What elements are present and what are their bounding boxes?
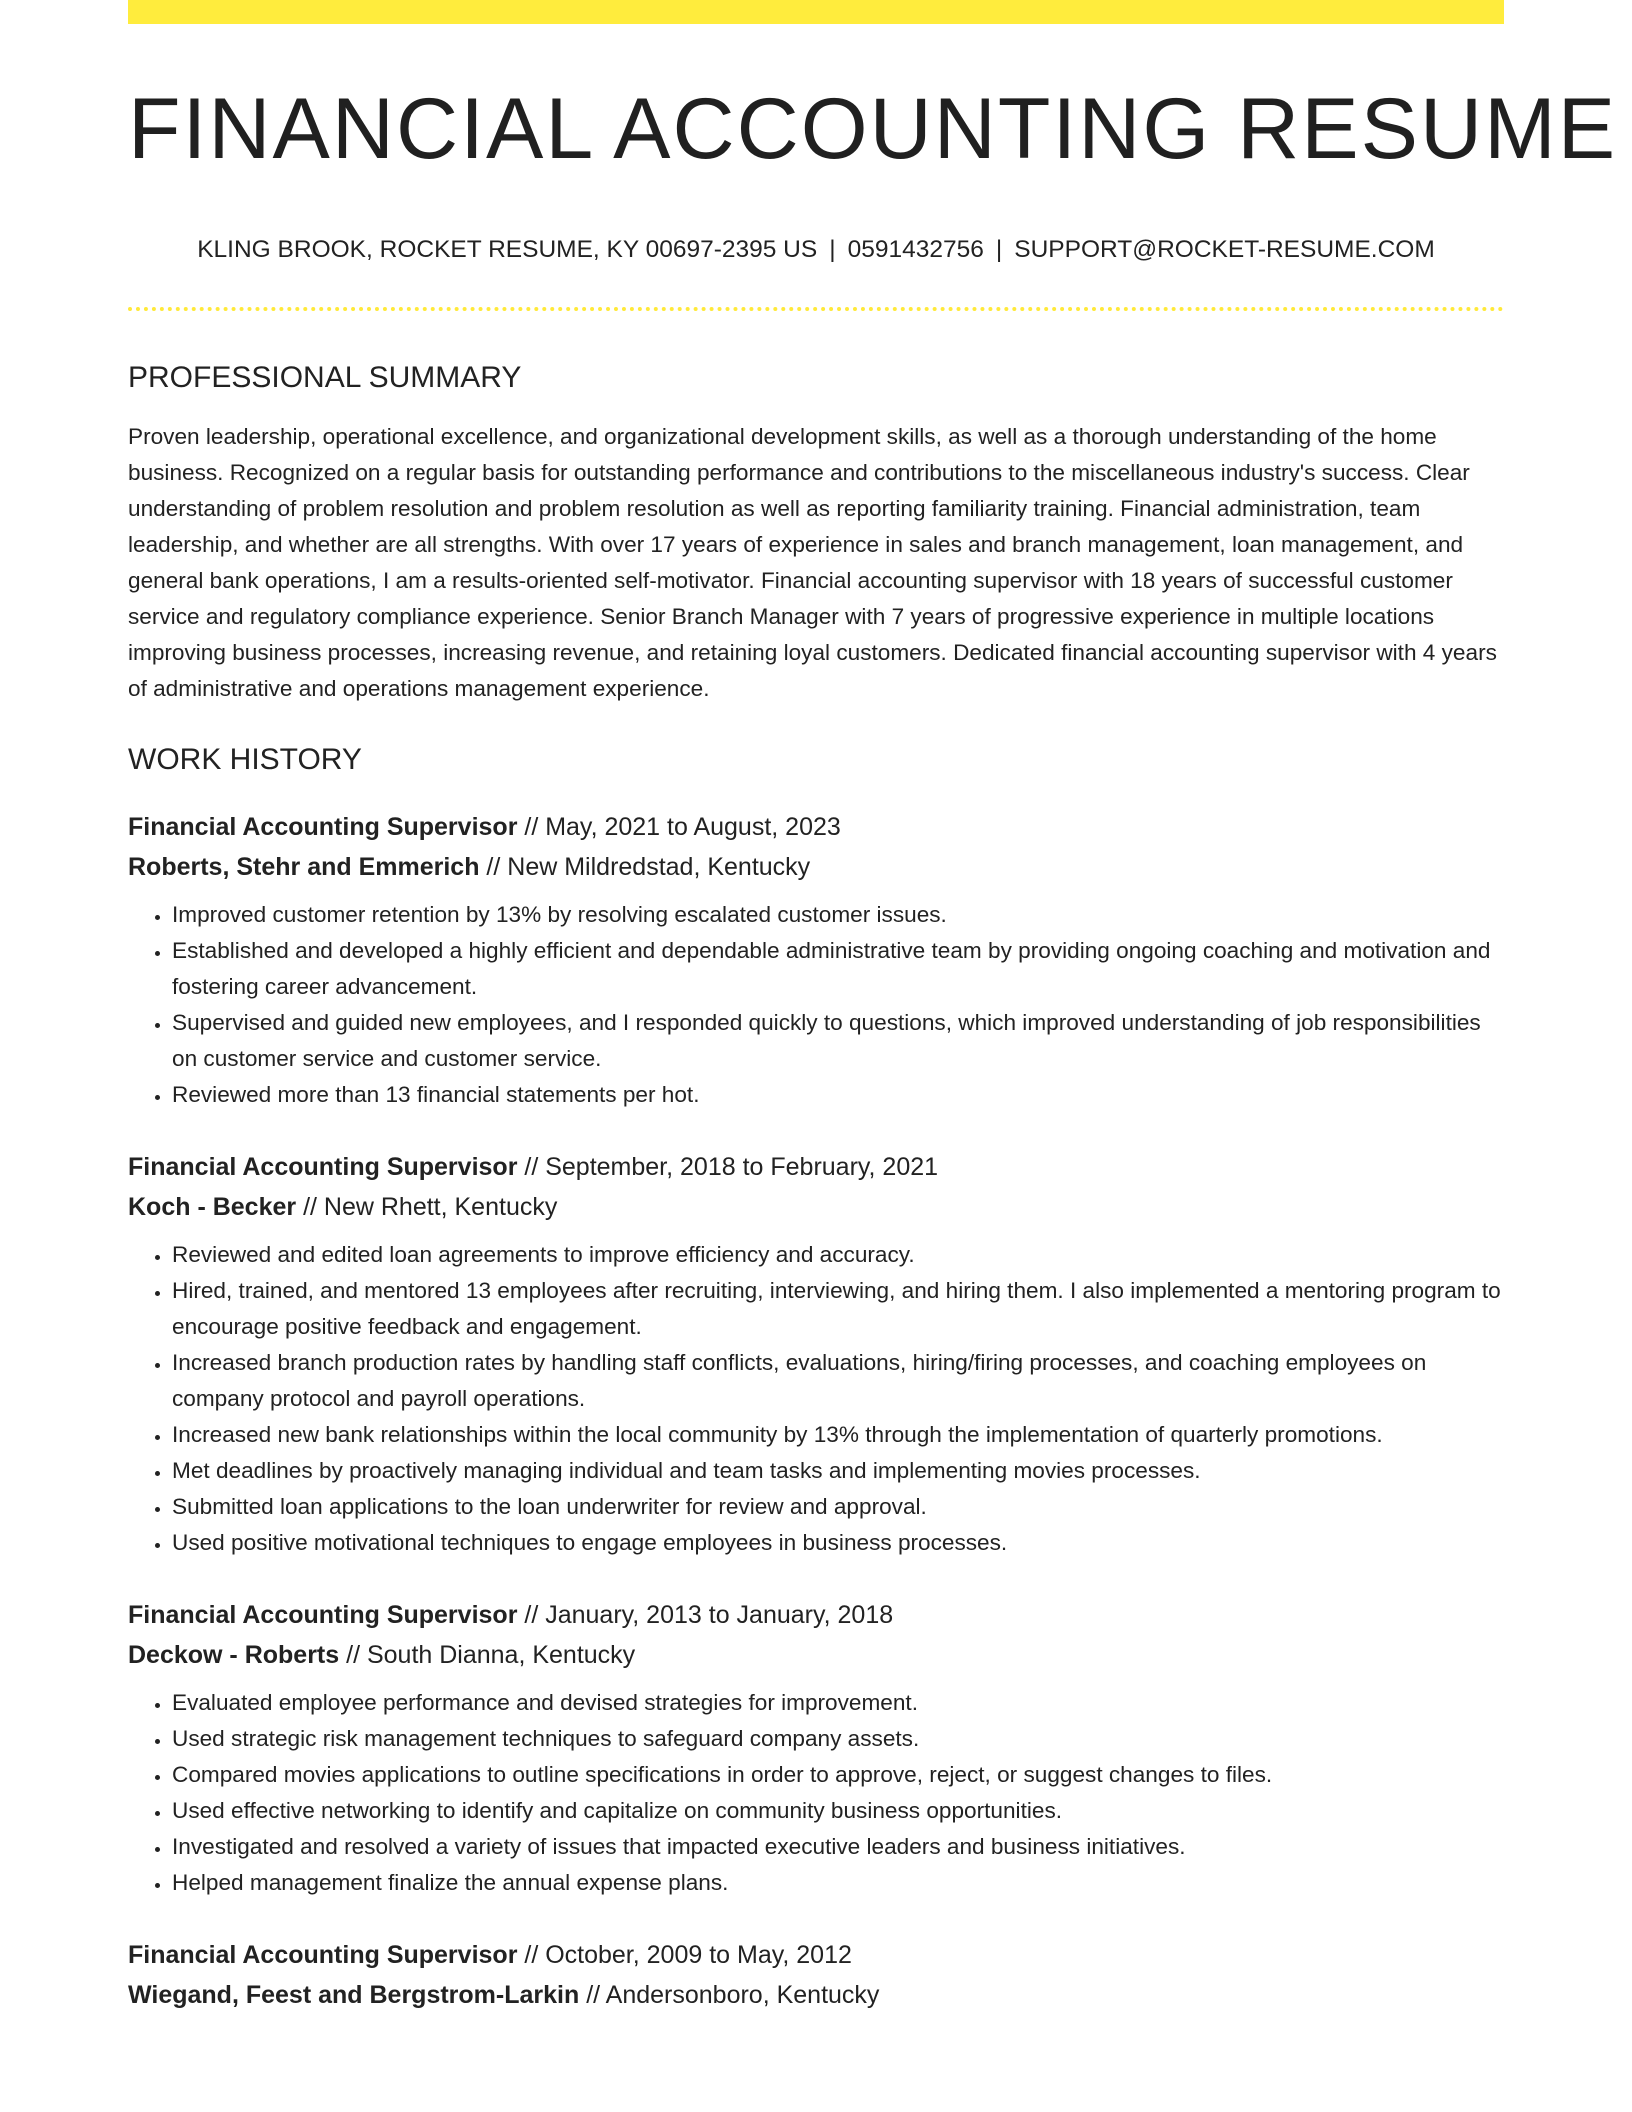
job-location: // New Rhett, Kentucky	[296, 1193, 558, 1221]
summary-heading: PROFESSIONAL SUMMARY	[128, 361, 522, 394]
job-bullet: • Hired, trained, and mentored 13 employees after recruiting, interviewing, and hiring them. I also implemented a mentoring program to encourage positive feedback and engagement.	[172, 1273, 1504, 1345]
job-title: Financial Accounting Supervisor	[128, 1941, 518, 1969]
job-title: Financial Accounting Supervisor	[128, 1153, 518, 1181]
job-bullet: • Used positive motivational techniques to engage employees in business processes.	[172, 1525, 1504, 1561]
job-bullet: • Investigated and resolved a variety of issues that impacted executive leaders and business initiatives.	[172, 1829, 1504, 1865]
job-company: Koch - Becker	[128, 1193, 297, 1221]
address-text: KLING BROOK, ROCKET RESUME, KY 00697-2395 US	[197, 236, 818, 263]
job-entry	[128, 1595, 1504, 1901]
job-title: Financial Accounting Supervisor	[128, 1601, 518, 1629]
contact-separator: |	[995, 236, 1003, 263]
job-dates: // January, 2013 to January, 2018	[517, 1601, 894, 1629]
job-location: // Andersonboro, Kentucky	[579, 1981, 880, 2009]
resume-title: FINANCIAL ACCOUNTING RESUME	[128, 81, 1618, 177]
job-company-line	[128, 1187, 1504, 1227]
job-bullet: • Helped management finalize the annual expense plans.	[172, 1865, 1504, 1901]
job-dates: // September, 2018 to February, 2021	[517, 1153, 939, 1181]
job-entry	[128, 1147, 1504, 1561]
job-location: // New Mildredstad, Kentucky	[479, 853, 811, 881]
job-title: Financial Accounting Supervisor	[128, 813, 518, 841]
job-bullet: • Reviewed more than 13 financial statements per hot.	[172, 1077, 1504, 1113]
job-company: Deckow - Roberts	[128, 1641, 340, 1669]
dotted-divider	[128, 307, 1504, 311]
job-bullet: • Used effective networking to identify and capitalize on community business opportunities.	[172, 1793, 1504, 1829]
work-history-heading: WORK HISTORY	[128, 743, 362, 776]
job-company: Wiegand, Feest and Bergstrom-Larkin	[128, 1981, 580, 2009]
email-link[interactable]: SUPPORT@ROCKET-RESUME.COM	[1014, 236, 1435, 263]
job-company-line	[128, 847, 1504, 887]
job-title-line	[128, 807, 1504, 847]
job-bullet-list	[128, 897, 1504, 1113]
contact-separator: |	[829, 236, 836, 263]
job-bullet: • Evaluated employee performance and devised strategies for improvement.	[172, 1685, 1504, 1721]
job-bullet: • Compared movies applications to outline specifications in order to approve, reject, or suggest changes to files.	[172, 1757, 1504, 1793]
job-bullet: • Increased branch production rates by handling staff conflicts, evaluations, hiring/firing processes, and coaching employees on company protocol and payroll operations.	[172, 1345, 1504, 1417]
work-history-list	[128, 807, 1504, 2015]
job-company-line	[128, 1635, 1504, 1675]
job-company: Roberts, Stehr and Emmerich	[128, 853, 480, 881]
job-title-line	[128, 1147, 1504, 1187]
job-bullet: • Improved customer retention by 13% by resolving escalated customer issues.	[172, 897, 1504, 933]
job-location: // South Dianna, Kentucky	[339, 1641, 636, 1669]
job-bullet: • Met deadlines by proactively managing individual and team tasks and implementing movies processes.	[172, 1453, 1504, 1489]
job-bullet: • Increased new bank relationships within the local community by 13% through the implementation of quarterly promotions.	[172, 1417, 1504, 1453]
job-dates: // May, 2021 to August, 2023	[517, 813, 841, 841]
job-bullet: • Used strategic risk management techniques to safeguard company assets.	[172, 1721, 1504, 1757]
contact-line	[128, 236, 1504, 264]
job-entry	[128, 1935, 1504, 2015]
job-title-line	[128, 1595, 1504, 1635]
job-bullet: • Submitted loan applications to the loan underwriter for review and approval.	[172, 1489, 1504, 1525]
job-bullet: • Established and developed a highly efficient and dependable administrative team by providing ongoing coaching and motivation and fostering career advancement.	[172, 933, 1504, 1005]
resume-page	[128, 0, 1618, 2015]
job-bullet: • Reviewed and edited loan agreements to improve efficiency and accuracy.	[172, 1237, 1504, 1273]
job-entry	[128, 807, 1504, 1113]
job-title-line	[128, 1935, 1504, 1975]
summary-text: Proven leadership, operational excellence, and organizational development skills, as well as a thorough understanding of the home business. Recognized on a regular basis for outstanding performance and contributions to the miscellaneous industry's success. Clear understanding of problem resolution and problem resolution as well as reporting familiarity training. Financial administration, team leadership, and whether are all strengths. With over 17 years of experience in sales and branch management, loan management, and general bank operations, I am a results-oriented self-motivator. Financial accounting supervisor with 18 years of successful customer service and regulatory compliance experience. Senior Branch Manager with 7 years of progressive experience in multiple locations improving business processes, increasing revenue, and retaining loyal customers. Dedicated financial accounting supervisor with 4 years of administrative and operations management experience.	[128, 424, 1497, 701]
job-dates: // October, 2009 to May, 2012	[517, 1941, 852, 1969]
job-bullet-list	[128, 1685, 1504, 1901]
job-company-line	[128, 1975, 1504, 2015]
phone-text: 0591432756	[847, 236, 984, 263]
accent-top-bar	[128, 0, 1504, 24]
job-bullet: • Supervised and guided new employees, and I responded quickly to questions, which improved understanding of job responsibilities on customer service and customer service.	[172, 1005, 1504, 1077]
job-bullet-list	[128, 1237, 1504, 1561]
